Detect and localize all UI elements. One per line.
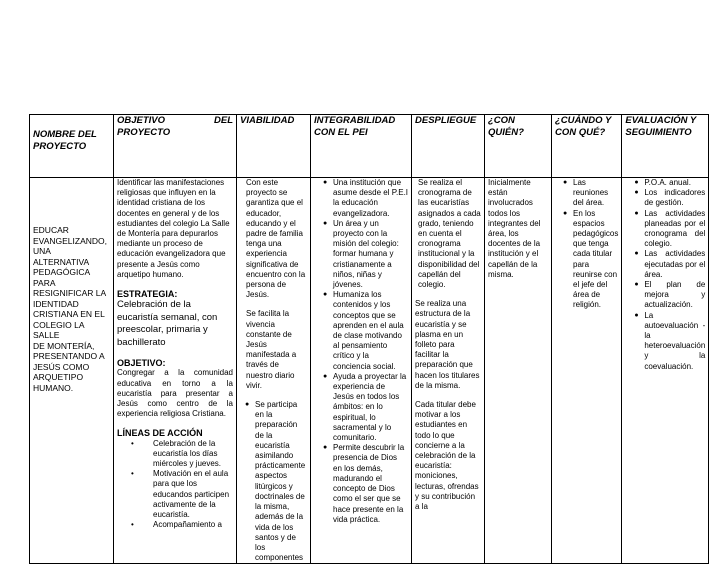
- nombre-line: ARQUETIPO: [33, 372, 84, 382]
- cell-integrabilidad: [311, 178, 412, 564]
- list-item: • Celebración de la eucaristía los días miércoles y jueves.: [153, 439, 233, 470]
- nombre-line: RESIGNIFICAR LA: [33, 288, 107, 298]
- nombre-line: SALLE: [33, 330, 60, 340]
- nombre-line: DE MONTERÍA,: [33, 340, 95, 351]
- cuando-list: [562, 178, 618, 311]
- list-item: ● Las reuniones del área.: [573, 178, 618, 209]
- despliegue-p1: Se realiza el cronograma de las eucaristías asignados a cada grado, teniendo en cuenta el cronograma institucional y la disponibilidad del capellán del colegio.: [418, 178, 481, 290]
- cell-con-quien: [485, 178, 552, 564]
- nombre-line: CRISTIANA EN EL: [33, 309, 105, 319]
- list-item: ● Las actividades ejecutadas por el área.: [644, 249, 705, 280]
- header-integrabilidad: INTEGRABILIDAD CON EL PEI: [311, 115, 412, 178]
- viabilidad-p1: Con este proyecto se garantiza que el educador, educando y el padre de familia tenga una experiencia significativa de encuentro con la persona de Jesús.: [246, 178, 306, 300]
- header-viabilidad: VIABILIDAD: [237, 115, 311, 178]
- header-cuando: ¿CUÁNDO Y CON QUÉ?: [552, 115, 622, 178]
- list-item: ● Las actividades planeadas por el cronograma del colegio.: [644, 209, 705, 250]
- list-item: • Acompañamiento a: [153, 520, 233, 530]
- project-table: [29, 114, 709, 564]
- content-row: [30, 178, 709, 564]
- header-evaluacion: EVALUACIÓN Y SEGUIMIENTO: [622, 115, 709, 178]
- list-item: ● Los indicadores de gestión.: [644, 188, 705, 208]
- header-objetivo: OBJETIVO DEL PROYECTO: [114, 115, 237, 178]
- list-item: ● La autoevaluación - la heteroevaluación y la coevaluación.: [644, 311, 705, 372]
- cell-evaluacion: [622, 178, 709, 564]
- list-item: ● Permite descubrir la presencia de Dios en los demás, madurando el concepto de Dios como el ser que se hace presente en la vida práctica.: [333, 443, 408, 525]
- viabilidad-list: [244, 400, 307, 563]
- list-item: ● Humaniza los contenidos y los conceptos que se aprenden en el aula de clase motivando al pensamiento crítico y la conciencia social.: [333, 290, 408, 372]
- header-con-quien: ¿CON QUIÉN?: [485, 115, 552, 178]
- objetivo-intro: Identificar las manifestaciones religiosas que influyen en la identidad cristiana de los docentes en general y de los estudiantes del colegio La Salle de Montería para depurarlos mediante un proceso de educación evangelizadora que presente a Jesús como arquetipo humano.: [117, 178, 230, 279]
- nombre-line: PEDAGÓGICA: [33, 267, 91, 277]
- list-item: ● El plan de mejora y actualización.: [644, 280, 705, 311]
- list-item: ● P.O.A. anual.: [644, 178, 705, 188]
- header-despliegue: DESPLIEGUE: [412, 115, 485, 178]
- cell-objetivo: [114, 178, 237, 564]
- nombre-line: IDENTIDAD: [33, 298, 79, 309]
- evaluacion-list: [633, 178, 705, 372]
- list-item: ● Un área y un proyecto con la misión del colegio: formar humana y cristianamente a niños, niñas y jóvenes.: [333, 219, 408, 290]
- despliegue-p2: Se realiza una estructura de la eucaristía y se plasma en un folleto para facilitar la preparación que hacen los titulares de la misma.: [415, 299, 480, 390]
- cell-nombre: [30, 178, 114, 564]
- integrabilidad-list: [322, 178, 408, 525]
- list-item: • Motivación en el aula para que los educandos participen activamente de la eucaristía.: [153, 469, 233, 520]
- nombre-line: PARA: [33, 277, 56, 288]
- estrategia-text: Celebración de la eucaristía semanal, con preescolar, primaria y bachillerato: [117, 299, 218, 348]
- despliegue-p3: Cada titular debe motivar a los estudiantes en todo lo que concierne a la celebración de la eucaristía: moniciones, lecturas, ofrendas y su contribución a la: [415, 400, 479, 512]
- header-nombre: NOMBRE DEL PROYECTO: [30, 115, 114, 178]
- lineas-label: LÍNEAS DE ACCIÓN: [117, 428, 203, 439]
- objetivo-label: OBJETIVO:: [117, 358, 166, 369]
- nombre-line: UNA: [33, 246, 51, 256]
- header-row: [30, 115, 709, 178]
- cell-cuando: [552, 178, 622, 564]
- lineas-list: [117, 439, 233, 531]
- list-item: ● Se participa en la preparación de la eucaristía asimilando prácticamente aspectos litúrgicos y doctrinales de la misma, además de la vida de los santos y de los componentes: [255, 400, 307, 563]
- con-quien-text: Inicialmente están involucrados todos los integrantes del área, los docentes de la institución y el capellán de la misma.: [488, 178, 541, 279]
- objetivo-text: Congregar a la comunidad educativa en torno a la eucaristía para presentar a Jesús como centro de la experiencia religiosa Cristiana.: [117, 368, 233, 419]
- nombre-line: PRESENTANDO A: [33, 351, 105, 361]
- nombre-line: EVANGELIZANDO,: [33, 235, 107, 246]
- nombre-line: HUMANO.: [33, 382, 74, 393]
- list-item: ● Ayuda a proyectar la experiencia de Jesús en todos los ámbitos: en lo espiritual, lo sacramental y lo comunitario.: [333, 372, 408, 443]
- estrategia-label: ESTRATEGIA:: [117, 289, 178, 300]
- list-item: ● En los espacios pedagógicos que tenga cada titular para reunirse con el jefe del área de religión.: [573, 209, 618, 311]
- cell-despliegue: [412, 178, 485, 564]
- cell-viabilidad: [237, 178, 311, 564]
- nombre-line: ALTERNATIVA: [33, 256, 90, 267]
- nombre-line: JESÚS COMO: [33, 361, 90, 372]
- nombre-line: COLEGIO LA: [33, 319, 85, 330]
- nombre-line: EDUCAR: [33, 225, 69, 235]
- list-item: ● Una institución que asume desde el P.E.I la educación evangelizadora.: [333, 178, 408, 219]
- viabilidad-p2: Se facilita la vivencia constante de Jesús manifestada a través de nuestro diario vivir.: [246, 309, 297, 390]
